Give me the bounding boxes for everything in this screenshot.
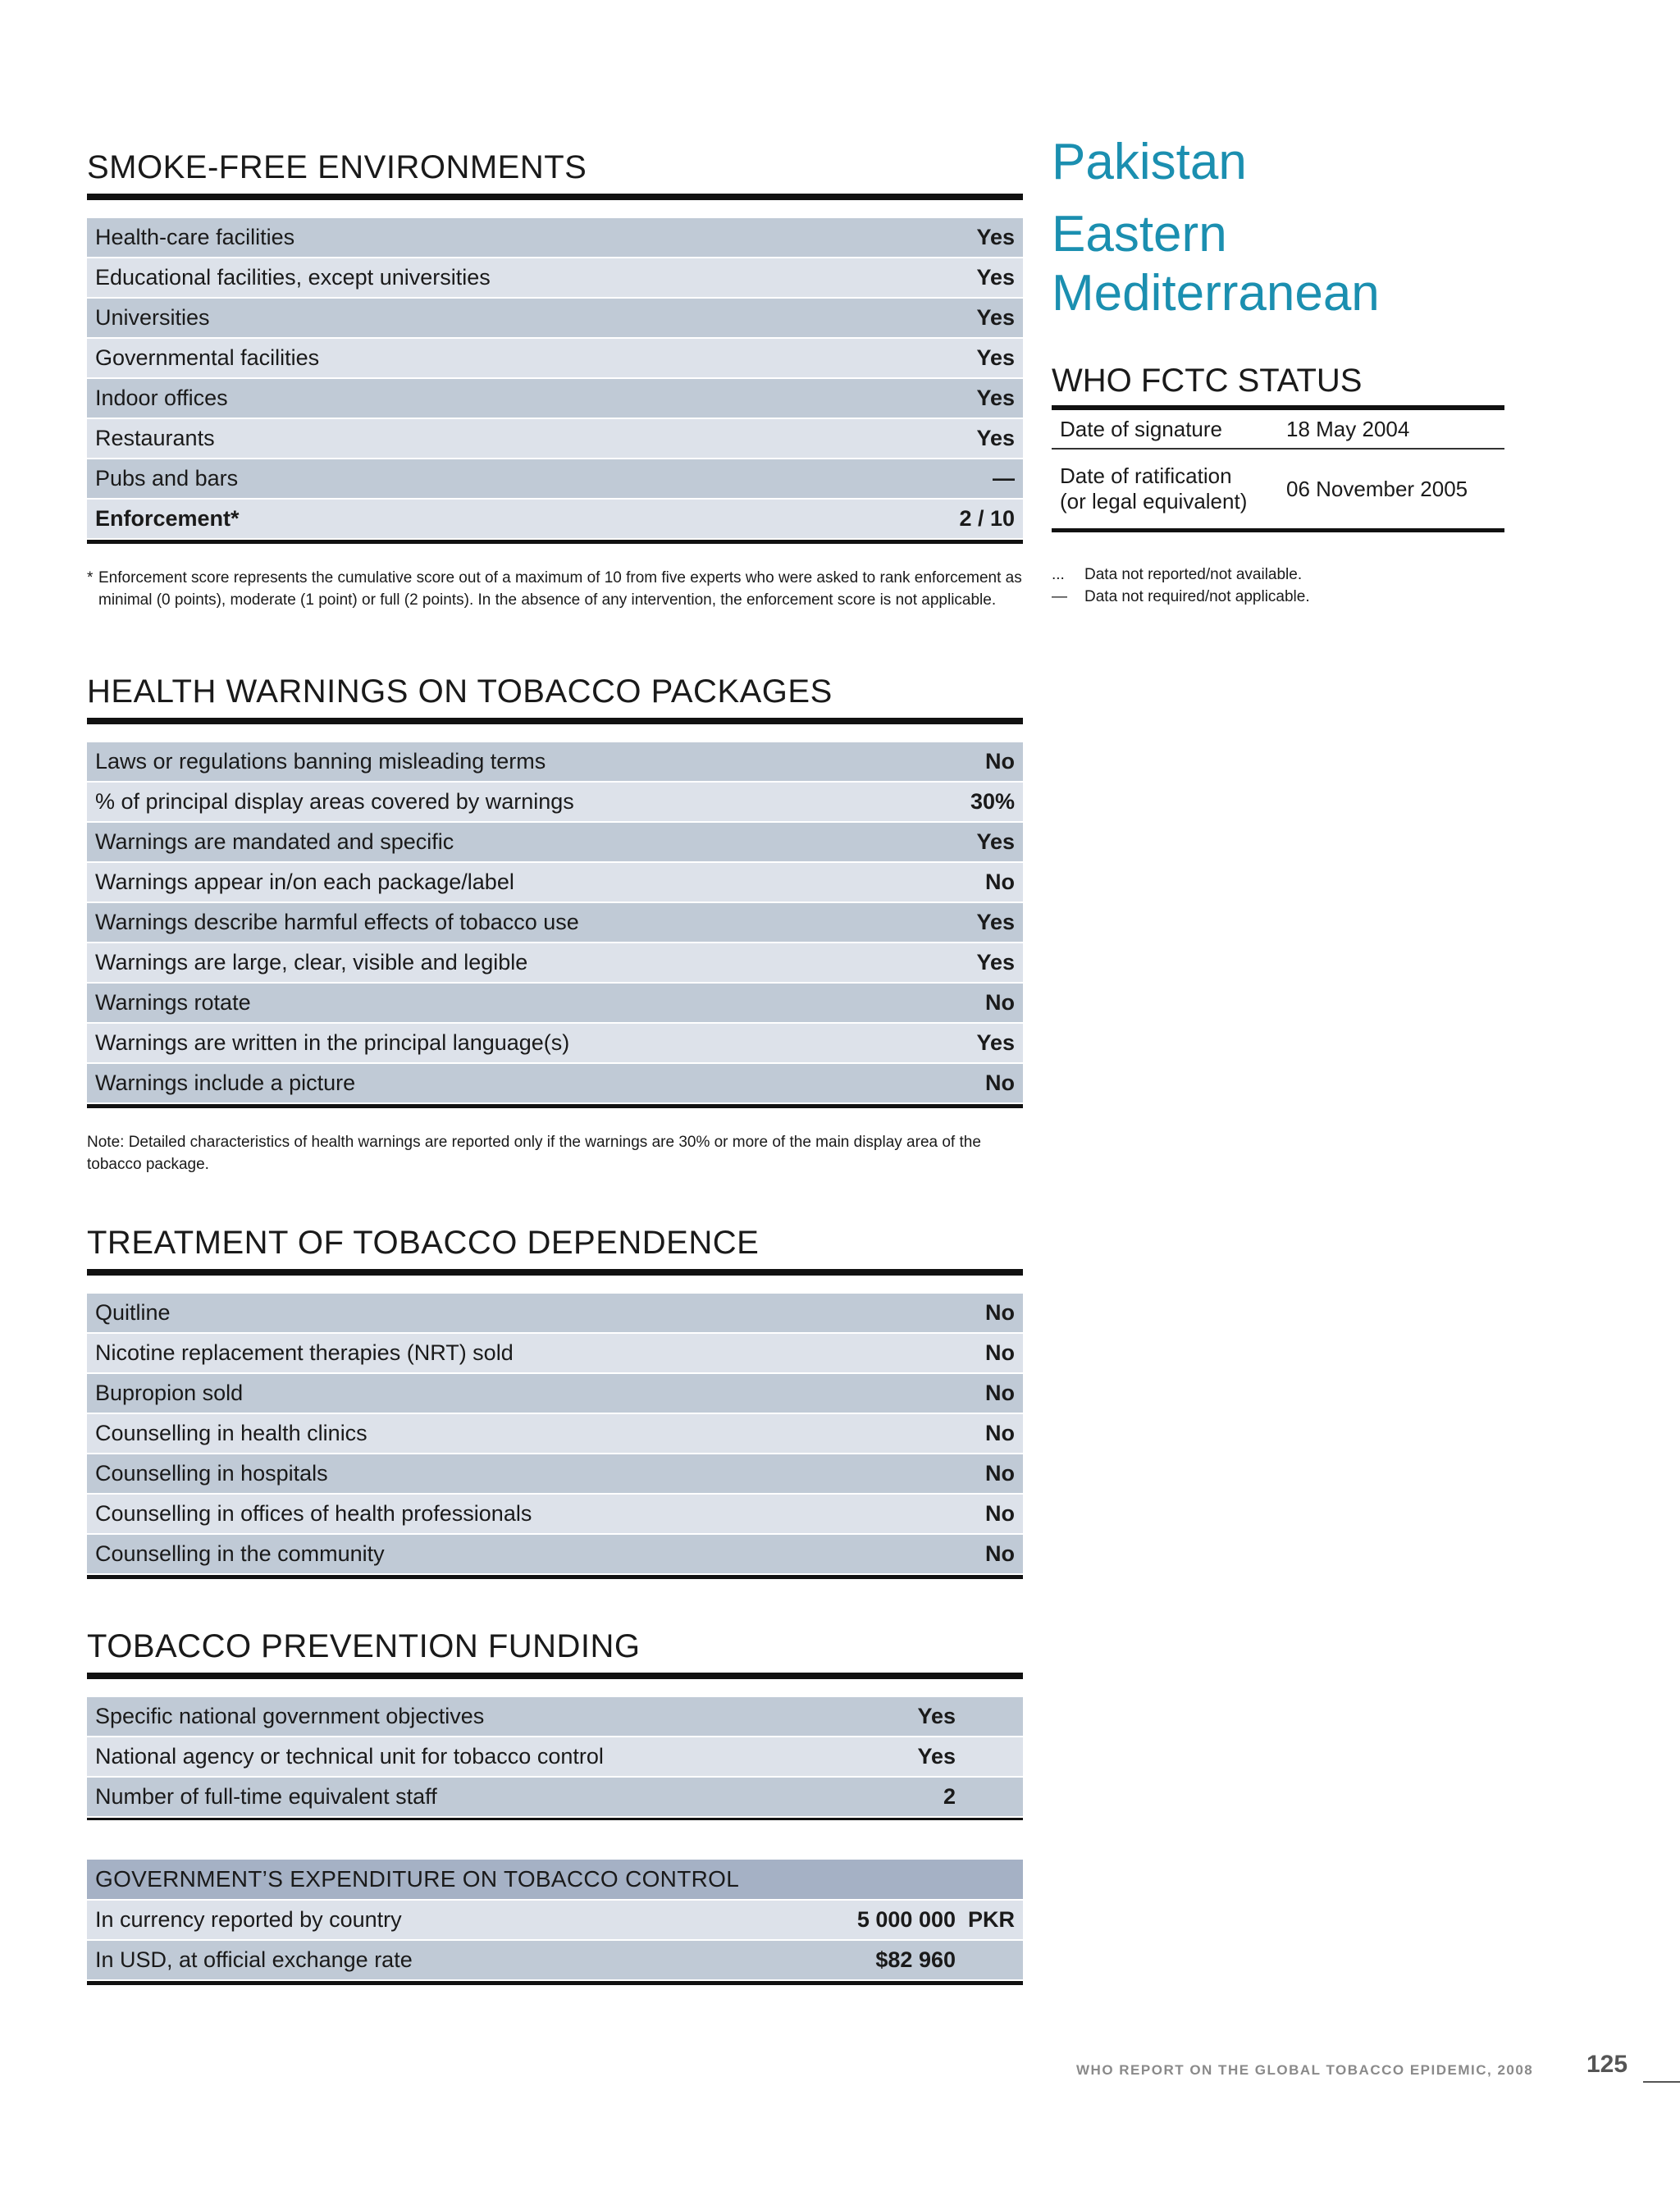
table-row [87,379,1023,419]
row-label: Universities [95,305,210,330]
table-row [87,1737,1023,1778]
fctc-ratification-row [1052,450,1504,528]
row-label: Specific national government objectives [95,1704,485,1728]
enforcement-note [87,567,1023,611]
currency: PKR [967,1907,1015,1932]
amount: $82 960 [875,1947,956,1972]
table-row [87,984,1023,1024]
row-label: Laws or regulations banning misleading terms [95,749,546,774]
row-value: No [985,1461,1015,1486]
page-rule [1643,2081,1680,2083]
row-value: Yes [976,426,1015,450]
divider [87,718,1023,724]
row-value: — [993,466,1015,491]
table-row [87,1024,1023,1064]
legend-item [1052,564,1504,586]
region-line: Eastern [1052,206,1227,262]
region-line: Mediterranean [1052,265,1380,322]
table-row [87,1374,1023,1414]
row-value: No [985,1340,1015,1365]
note-text: Enforcement score represents the cumulative score out of a maximum of 10 from five experts who were asked to rank enforcement as minimal (0 points), moderate (1 point) or full (2 points). In the absence of any intervention, the enforcement score is not applicable. [98,569,1022,609]
row-label: Indoor offices [95,386,228,410]
page-number: 125 [1586,2051,1628,2078]
table-row [87,1941,1023,1981]
row-value: No [985,1300,1015,1325]
row-label: In USD, at official exchange rate [95,1947,413,1972]
row-label: Warnings rotate [95,990,251,1015]
table-row [87,823,1023,863]
table-row [87,1334,1023,1374]
row-label: % of principal display areas covered by warnings [95,789,574,814]
report-footer: WHO REPORT ON THE GLOBAL TOBACCO EPIDEMIC, 2008 [1076,2062,1534,2078]
table-row [87,1901,1023,1941]
table-row [87,1294,1023,1334]
ratification-label [1060,463,1286,514]
row-value: No [985,990,1015,1015]
divider [87,1269,1023,1276]
divider [87,1981,1023,1985]
divider [87,1575,1023,1579]
treatment-table [87,1294,1023,1575]
row-label: Enforcement* [95,506,240,531]
row-label: Governmental facilities [95,345,320,370]
table-row [87,1454,1023,1495]
table-row [87,1697,1023,1737]
table-row [87,1064,1023,1104]
region-title [1052,205,1504,323]
row-label: Bupropion sold [95,1381,244,1405]
row-label: Warnings include a picture [95,1070,356,1095]
row-value: No [985,1421,1015,1445]
divider [87,1104,1023,1108]
row-value: Yes [976,950,1015,975]
table-row [87,218,1023,258]
table-row [87,863,1023,903]
fctc-title: WHO FCTC STATUS [1052,363,1363,399]
left-column [87,146,1023,1985]
row-label: Counselling in offices of health professionals [95,1501,532,1526]
table-row [87,783,1023,823]
legend [1052,564,1504,608]
divider [87,1818,1023,1820]
row-value: Yes [976,386,1015,410]
row-value: No [985,749,1015,774]
row-label: Educational facilities, except universities [95,265,491,290]
signature-value: 18 May 2004 [1286,416,1410,441]
row-label: Warnings are written in the principal language(s) [95,1030,570,1055]
warnings-note: Note: Detailed characteristics of health warnings are reported only if the warnings are 30% or more of the main display area of the tobacco package. [87,1134,981,1173]
amount: 5 000 000 [856,1907,956,1932]
row-label: In currency reported by country [95,1907,402,1932]
legend-symbol: — [1052,588,1067,605]
legend-text: Data not required/not applicable. [1084,588,1310,605]
table-row [87,258,1023,299]
health-warnings-table [87,742,1023,1104]
row-value [875,1947,956,1973]
section-title: TOBACCO PREVENTION FUNDING [87,1628,641,1664]
ratification-label-line: (or legal equivalent) [1060,489,1248,514]
row-label: Warnings describe harmful effects of tobacco use [95,910,579,934]
section-title: TREATMENT OF TOBACCO DEPENDENCE [87,1225,760,1261]
expenditure-header: GOVERNMENT’S EXPENDITURE ON TOBACCO CONTROL [87,1860,1023,1899]
table-row [87,1778,1023,1818]
table-row [87,1535,1023,1575]
row-value: No [985,1070,1015,1095]
table-row [87,459,1023,500]
row-value: Yes [917,1744,956,1769]
table-row [87,1495,1023,1535]
table-row [87,299,1023,339]
expenditure-table [87,1901,1023,1981]
country-title: Pakistan [1052,134,1247,190]
ratification-label-line: Date of ratification [1060,463,1232,488]
row-value: No [985,870,1015,894]
row-value: 2 / 10 [959,506,1015,531]
section-title: HEALTH WARNINGS ON TOBACCO PACKAGES [87,673,833,710]
row-label: Counselling in health clinics [95,1421,368,1445]
row-label: Warnings are mandated and specific [95,829,454,854]
table-row [87,943,1023,984]
funding-table [87,1697,1023,1818]
row-label: Health-care facilities [95,225,295,249]
note-marker: * [87,569,94,587]
row-value: Yes [976,829,1015,854]
section-title: SMOKE-FREE ENVIRONMENTS [87,149,587,185]
row-label: Nicotine replacement therapies (NRT) sold [95,1340,514,1365]
row-value: Yes [976,305,1015,330]
row-value: No [985,1501,1015,1526]
row-value: Yes [976,345,1015,370]
table-row [87,339,1023,379]
row-label: Warnings appear in/on each package/label [95,870,514,894]
legend-text: Data not reported/not available. [1084,566,1303,583]
row-value: No [985,1541,1015,1566]
row-value: Yes [917,1704,956,1728]
row-value: No [985,1381,1015,1405]
table-row [87,1414,1023,1454]
row-label: Counselling in the community [95,1541,385,1566]
legend-symbol: ... [1052,566,1065,583]
treatment-section [87,1221,1023,1579]
row-label: Restaurants [95,426,215,450]
divider [87,540,1023,544]
ratification-value: 06 November 2005 [1286,476,1468,501]
funding-section [87,1625,1023,1820]
row-label: Quitline [95,1300,171,1325]
row-value: Yes [976,910,1015,934]
divider [1052,528,1504,532]
row-value: 30% [970,789,1015,814]
row-value: 2 [943,1784,956,1809]
health-warnings-section [87,670,1023,1175]
signature-label: Date of signature [1060,416,1223,441]
divider [87,1673,1023,1679]
smoke-free-table [87,218,1023,540]
table-row-enforcement [87,500,1023,540]
table-row [87,742,1023,783]
row-value: Yes [976,265,1015,290]
table-row [87,419,1023,459]
table-row [87,903,1023,943]
row-value: Yes [976,225,1015,249]
fctc-signature-row [1052,410,1504,450]
row-label: Counselling in hospitals [95,1461,328,1486]
row-label: Number of full-time equivalent staff [95,1784,437,1809]
divider [87,194,1023,200]
row-label: Pubs and bars [95,466,239,491]
smoke-free-section [87,146,1023,611]
right-column [1052,133,1504,608]
row-value: Yes [976,1030,1015,1055]
row-label: National agency or technical unit for tobacco control [95,1744,604,1769]
legend-item [1052,586,1504,608]
row-label: Warnings are large, clear, visible and legible [95,950,528,975]
row-value [856,1907,1015,1933]
expenditure-section [87,1860,1023,1985]
